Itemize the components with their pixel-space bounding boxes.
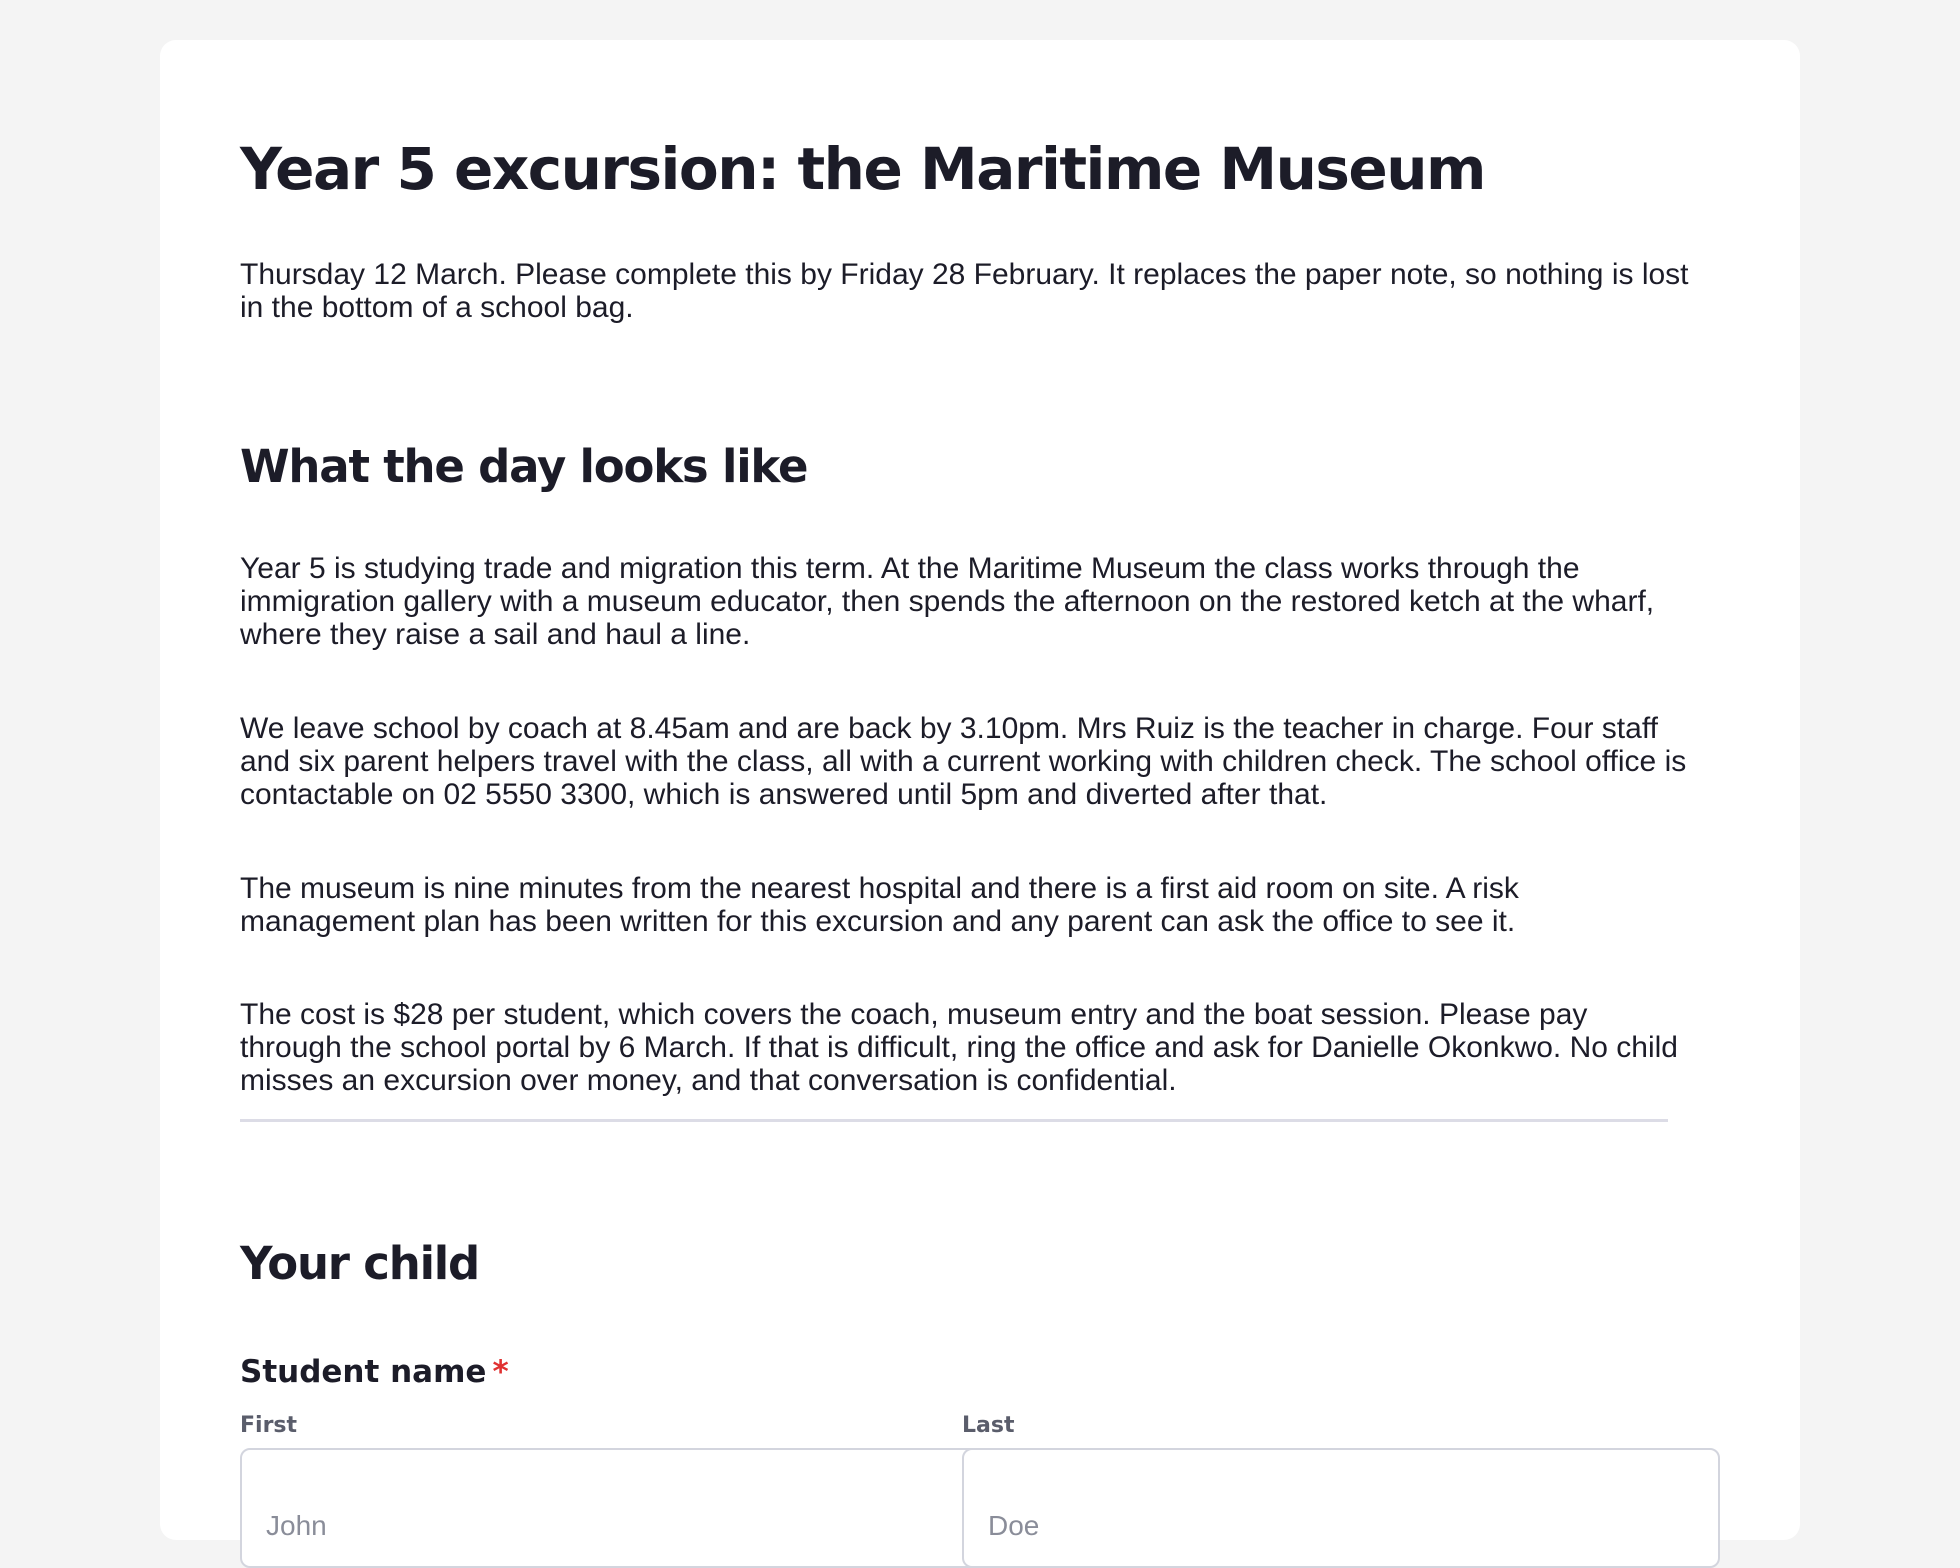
section-divider <box>240 1119 1668 1122</box>
student-name-label-text: Student name <box>240 1354 487 1390</box>
form-card <box>160 40 1800 1540</box>
details-paragraph: The cost is $28 per student, which covers the coach, museum entry and the boat session. Please pay through the school portal by 6 March. If that is difficult, ring the office and ask for Danielle Okonkwo. No child misses an excursion over money, and that conversation is confidential. <box>240 998 1678 1097</box>
form-intro: Thursday 12 March. Please complete this by Friday 28 February. It replaces the paper note, so nothing is lost in the bottom of a school bag. <box>240 258 1689 324</box>
page-title: Year 5 excursion: the Maritime Museum <box>240 135 1485 203</box>
section-heading-your-child: Your child <box>240 1237 480 1290</box>
required-marker: * <box>492 1354 509 1390</box>
section-heading-details: What the day looks like <box>240 440 808 493</box>
last-name-sublabel: Last <box>962 1413 1015 1438</box>
last-name-input[interactable] <box>962 1448 1720 1568</box>
details-paragraph: We leave school by coach at 8.45am and are back by 3.10pm. Mrs Ruiz is the teacher in charge. Four staff and six parent helpers travel with the class, all with a current working with children check. The school office is contactable on 02 5550 3300, which is answered until 5pm and diverted after that. <box>240 712 1687 811</box>
details-paragraph: Year 5 is studying trade and migration this term. At the Maritime Museum the class works through the immigration gallery with a museum educator, then spends the afternoon on the restored ketch at the wharf, where they raise a sail and haul a line. <box>240 552 1655 651</box>
first-name-sublabel: First <box>240 1413 298 1438</box>
student-name-label <box>240 1354 509 1391</box>
first-name-input[interactable] <box>240 1448 980 1568</box>
details-paragraph: The museum is nine minutes from the nearest hospital and there is a first aid room on site. A risk management plan has been written for this excursion and any parent can ask the office to see it. <box>240 872 1519 938</box>
